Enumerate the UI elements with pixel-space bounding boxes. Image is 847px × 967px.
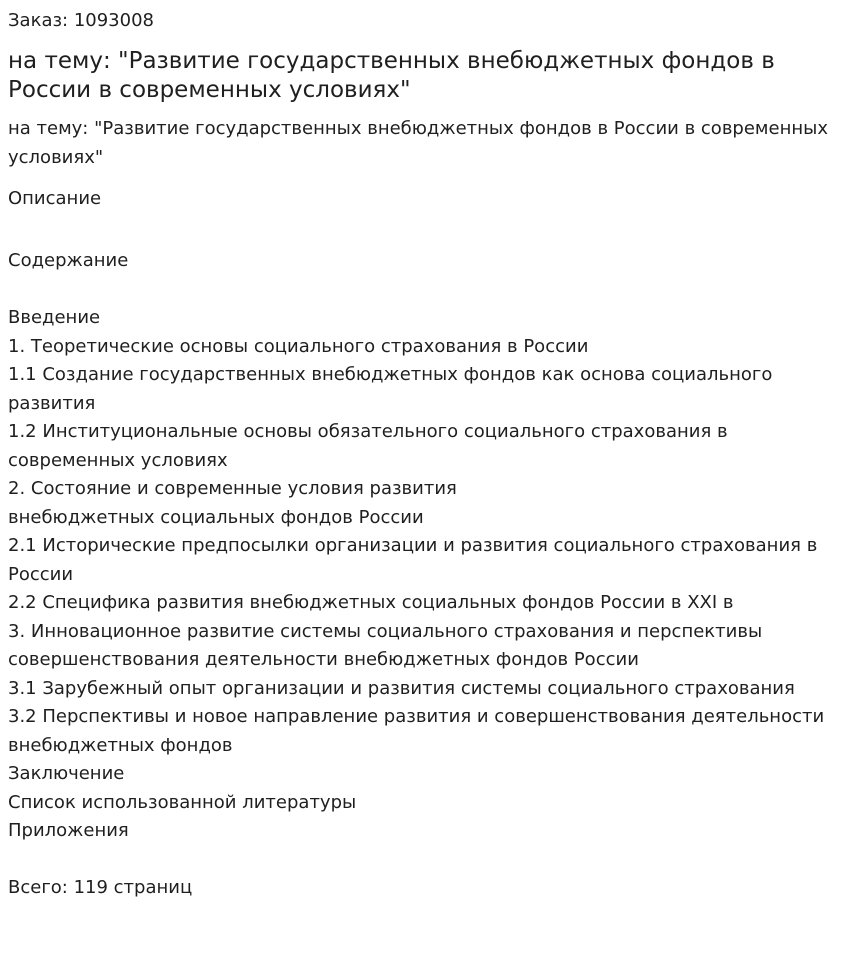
toc-item-section-3-2: 3.2 Перспективы и новое направление развития и совершенствования деятельности внебюджетных фондов [8, 706, 825, 756]
toc-item-appendices: Приложения [8, 820, 129, 841]
toc-item-section-1-1: 1.1 Создание государственных внебюджетных фондов как основа социального развития [8, 364, 773, 414]
toc-item-chapter-2: 2. Состояние и современные условия развития внебюджетных социальных фондов России [8, 478, 457, 528]
toc-item-introduction: Введение [8, 307, 101, 328]
order-number: Заказ: 1093008 [8, 10, 154, 31]
toc-item-section-3-1: 3.1 Зарубежный опыт организации и развития системы социального страхования [8, 677, 795, 699]
contents-heading: Содержание [8, 250, 129, 271]
toc-item-section-1-2: 1.2 Институциональные основы обязательного социального страхования в современных условиях [8, 421, 728, 471]
description-heading: Описание [8, 188, 102, 209]
toc-item-conclusion: Заключение [8, 763, 125, 784]
toc-item-section-2-1: 2.1 Исторические предпосылки организации и развития социального страхования в России [8, 535, 818, 585]
toc-item-references: Список использованной литературы [8, 791, 357, 813]
subtitle: на тему: "Развитие государственных внебюджетных фондов в России в современных условиях" [8, 118, 828, 168]
toc-item-chapter-1: 1. Теоретические основы социального страхования в России [8, 335, 589, 357]
page-title: на тему: "Развитие государственных внебюджетных фондов в России в современных условиях" [8, 48, 775, 103]
toc-item-section-2-2: 2.2 Специфика развития внебюджетных социальных фондов России в XXI в [8, 592, 734, 613]
table-of-contents [8, 304, 843, 846]
page-count: Всего: 119 страниц [8, 877, 193, 898]
toc-item-chapter-3: 3. Инновационное развитие системы социального страхования и перспективы совершенствования деятельности внебюджетных фондов России [8, 620, 763, 670]
